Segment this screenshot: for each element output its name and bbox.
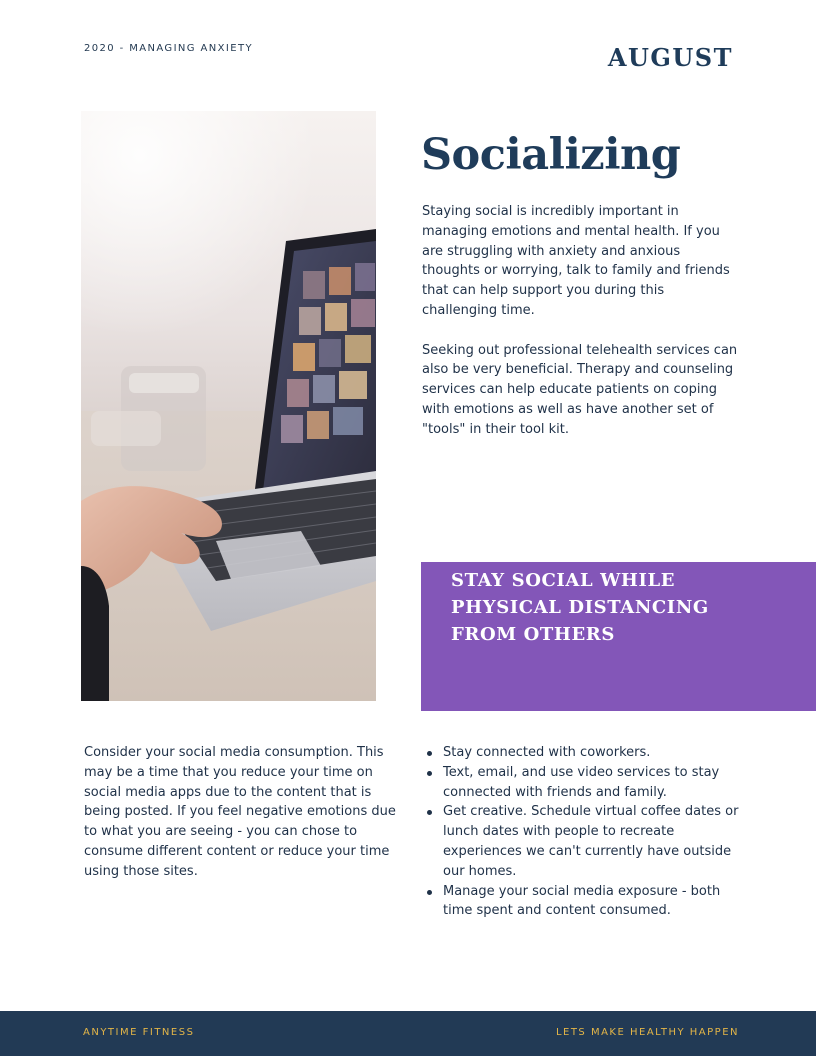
page-title: Socializing	[421, 130, 681, 180]
tips-list	[443, 743, 743, 921]
callout-line: FROM OTHERS	[451, 624, 615, 645]
header-month: AUGUST	[607, 43, 733, 72]
intro-paragraph-1: Staying social is incredibly important in managing emotions and mental health. If you are struggling with anxiety and anxious thoughts or worrying, talk to family and friends that can help support you during this challenging time.	[422, 204, 730, 318]
header-section-label: 2020 - MANAGING ANXIETY	[84, 43, 253, 54]
callout-line: STAY SOCIAL WHILE	[451, 570, 676, 591]
footer-bar	[0, 1011, 816, 1056]
callout-line: PHYSICAL DISTANCING	[451, 597, 709, 618]
intro-text	[422, 202, 740, 459]
social-media-paragraph: Consider your social media consumption. This may be a time that you reduce your time on social media apps due to the content that is being posted. If you feel negative emotions due to what you are seeing - you can chose to consume different content or reduce your time using those sites.	[84, 745, 396, 879]
list-item: Stay connected with coworkers.	[443, 743, 743, 763]
footer-tagline: LETS MAKE HEALTHY HAPPEN	[555, 1027, 739, 1038]
list-item: Manage your social media exposure - both time spent and content consumed.	[443, 882, 743, 922]
list-item: Get creative. Schedule virtual coffee dates or lunch dates with people to recreate experiences we can't currently have outside our homes.	[443, 802, 743, 881]
footer-brand: ANYTIME FITNESS	[83, 1027, 195, 1038]
callout-heading	[451, 567, 791, 648]
callout-box	[421, 562, 816, 711]
laptop-photo	[81, 111, 376, 701]
intro-paragraph-2: Seeking out professional telehealth services can also be very beneficial. Therapy and counseling services can help educate patients on coping with emotions as well as have another set of "tools" in their tool kit.	[422, 342, 738, 437]
list-item: Text, email, and use video services to stay connected with friends and family.	[443, 763, 743, 803]
